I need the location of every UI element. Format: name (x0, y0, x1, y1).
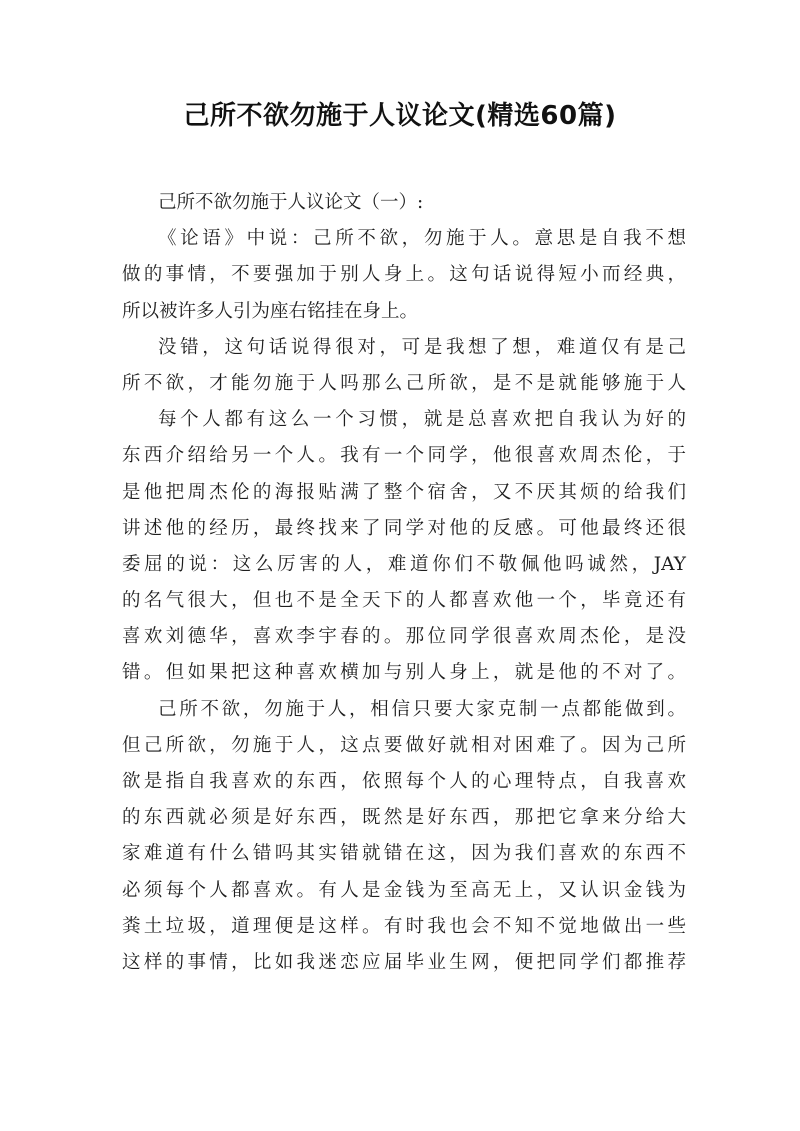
text-line: 所以被许多人引为座右铭挂在身上。 (122, 300, 419, 322)
text-line: 家难道有什么错吗其实错就错在这，因为我们喜欢的东西不 (122, 843, 686, 865)
text-line: 东西介绍给另一个人。我有一个同学，他很喜欢周杰伦，于 (122, 445, 686, 467)
text-line: 必须每个人都喜欢。有人是金钱为至高无上，又认识金钱为 (122, 879, 686, 901)
text-line: 错。但如果把这种喜欢横加与别人身上，就是他的不对了。 (122, 662, 686, 684)
text-line: 是他把周杰伦的海报贴满了整个宿舍，又不厌其烦的给我们 (122, 481, 686, 503)
text-line: 委屈的说：这么厉害的人，难道你们不敬佩他吗诚然，JAY (122, 553, 686, 575)
text-line: 讲述他的经历，最终找来了同学对他的反感。可他最终还很 (122, 517, 686, 539)
text-line: 的名气很大，但也不是全天下的人都喜欢他一个，毕竟还有 (122, 590, 686, 612)
text-line: 没错，这句话说得很对，可是我想了想，难道仅有是己 (158, 336, 686, 358)
text-line: 做的事情，不要强加于别人身上。这句话说得短小而经典， (122, 264, 686, 286)
document-body (122, 185, 686, 981)
text-line: 但己所欲，勿施于人，这点要做好就相对困难了。因为己所 (122, 734, 686, 756)
text-line: 粪土垃圾，道理便是这样。有时我也会不知不觉地做出一些 (122, 915, 686, 937)
text-line: 每个人都有这么一个习惯，就是总喜欢把自我认为好的 (158, 409, 686, 431)
document-title: 己所不欲勿施于人议论文(精选60篇) (183, 101, 617, 131)
text-line: 的东西就必须是好东西，既然是好东西，那把它拿来分给大 (122, 807, 686, 829)
text-line: 己所不欲，勿施于人，相信只要大家克制一点都能做到。 (158, 698, 686, 720)
text-line: 这样的事情，比如我迷恋应届毕业生网，便把同学们都推荐 (122, 951, 686, 973)
text-line: 《论语》中说：己所不欲，勿施于人。意思是自我不想 (158, 228, 686, 250)
text-line: 喜欢刘德华，喜欢李宇春的。那位同学很喜欢周杰伦，是没 (122, 626, 686, 648)
text-line: 己所不欲勿施于人议论文（一）: (158, 192, 424, 213)
text-line: 所不欲，才能勿施于人吗那么己所欲，是不是就能够施于人 (122, 372, 686, 394)
text-line: 欲是指自我喜欢的东西，依照每个人的心理特点，自我喜欢 (122, 771, 686, 792)
